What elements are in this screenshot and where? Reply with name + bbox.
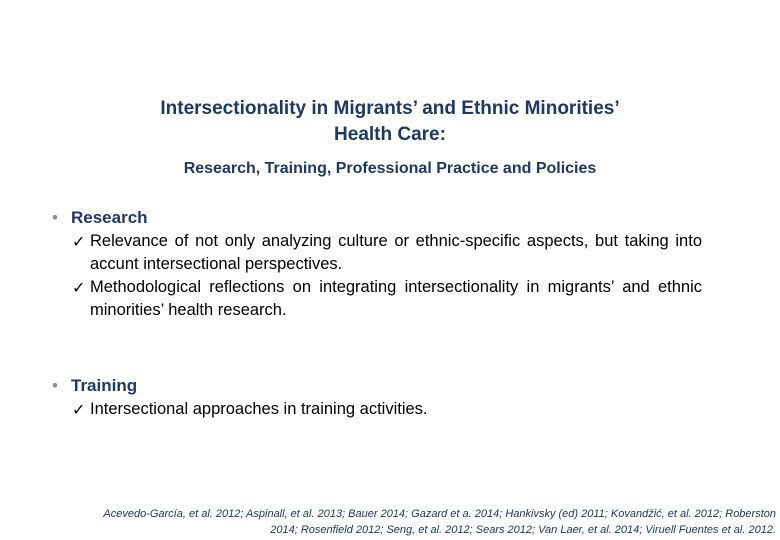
section-title-training: Training (71, 376, 138, 395)
bullet-icon: • (52, 208, 58, 227)
checkmark-icon: ✓ (72, 280, 86, 297)
bullet-icon: • (52, 376, 58, 395)
section-research (52, 206, 732, 322)
slide-title (0, 96, 780, 148)
checkmark-icon: ✓ (72, 234, 86, 251)
section-title-research: Research (71, 208, 148, 227)
list-item (72, 230, 732, 276)
slide-title-line-2: Health Care: (334, 124, 446, 145)
list-item-text: Intersectional approaches in training activities. (90, 400, 428, 418)
citation-footer (30, 506, 776, 538)
research-list (52, 230, 732, 322)
list-item-text: Relevance of not only analyzing culture or ethnic-specific aspects, but taking into accunt intersectional perspectives. (90, 232, 702, 273)
section-header (52, 374, 732, 398)
citation-line-1: Acevedo-García, et al. 2012; Aspinall, et al. 2013; Bauer 2014; Gazard et a. 2014; Hankivsky (ed) 2011; Kovandžić, et al. 2012; Roberston (103, 508, 776, 520)
list-item (72, 398, 732, 423)
list-item-text: Methodological reflections on integrating intersectionality in migrants’ and ethnic minorities’ health research. (90, 278, 702, 319)
slide-subtitle: Research, Training, Professional Practice and Policies (183, 160, 597, 177)
slide-title-line-1: Intersectionality in Migrants’ and Ethnic Minorities’ (160, 98, 620, 119)
checkmark-icon: ✓ (72, 402, 86, 419)
training-list (52, 398, 732, 423)
citation-line-2: 2014; Rosenfield 2012; Seng, et al. 2012; Sears 2012; Van Laer, et al. 2014; Viruell Fuentes et al. 2012. (270, 524, 776, 536)
section-training (52, 374, 732, 423)
section-header (52, 206, 732, 230)
list-item (72, 276, 732, 322)
